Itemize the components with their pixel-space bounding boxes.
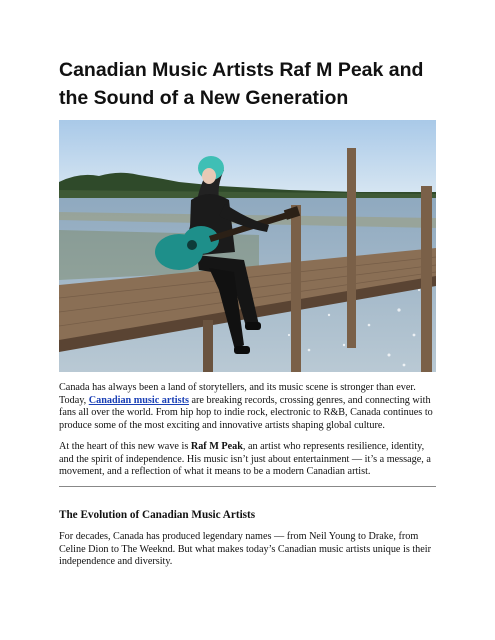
- horizontal-divider: [59, 486, 436, 487]
- intro-p2-text-b: , an artist who represents resilience, identity, and the spirit of independence. His music isn’t just about entertainment — it’s a message, a movement, and a reflection of what it means to be a modern Canadian artist.: [59, 441, 431, 478]
- canadian-music-artists-link[interactable]: Canadian music artists: [88, 394, 189, 406]
- artist-name: Raf M Peak: [190, 441, 243, 452]
- intro-paragraph-2: [59, 441, 439, 479]
- section-paragraph-1: For decades, Canada has produced legendary names — from Neil Young to Drake, from Celine Dion to The Weeknd. But what makes today’s Canadian music artists unique is their independence and diversity.: [59, 531, 431, 568]
- hero-photo: [59, 120, 436, 372]
- section-heading: The Evolution of Canadian Music Artists: [59, 509, 256, 521]
- intro-p1-text-a: Canada has always been a land of storytellers, and its music scene is stronger than ever. Today,: [59, 382, 416, 406]
- intro-p2-text-a: At the heart of this new wave is: [59, 441, 191, 452]
- article-title: Canadian Music Artists Raf M Peak and the Sound of a New Generation: [59, 59, 424, 109]
- intro-p1-text-b: are breaking records, crossing genres, and connecting with fans all over the world. From hip hop to indie rock, electronic to R&B, Canada continues to produce some of the most exciting and innovative artists shaping global culture.: [59, 394, 433, 431]
- intro-paragraph-1: [59, 382, 439, 432]
